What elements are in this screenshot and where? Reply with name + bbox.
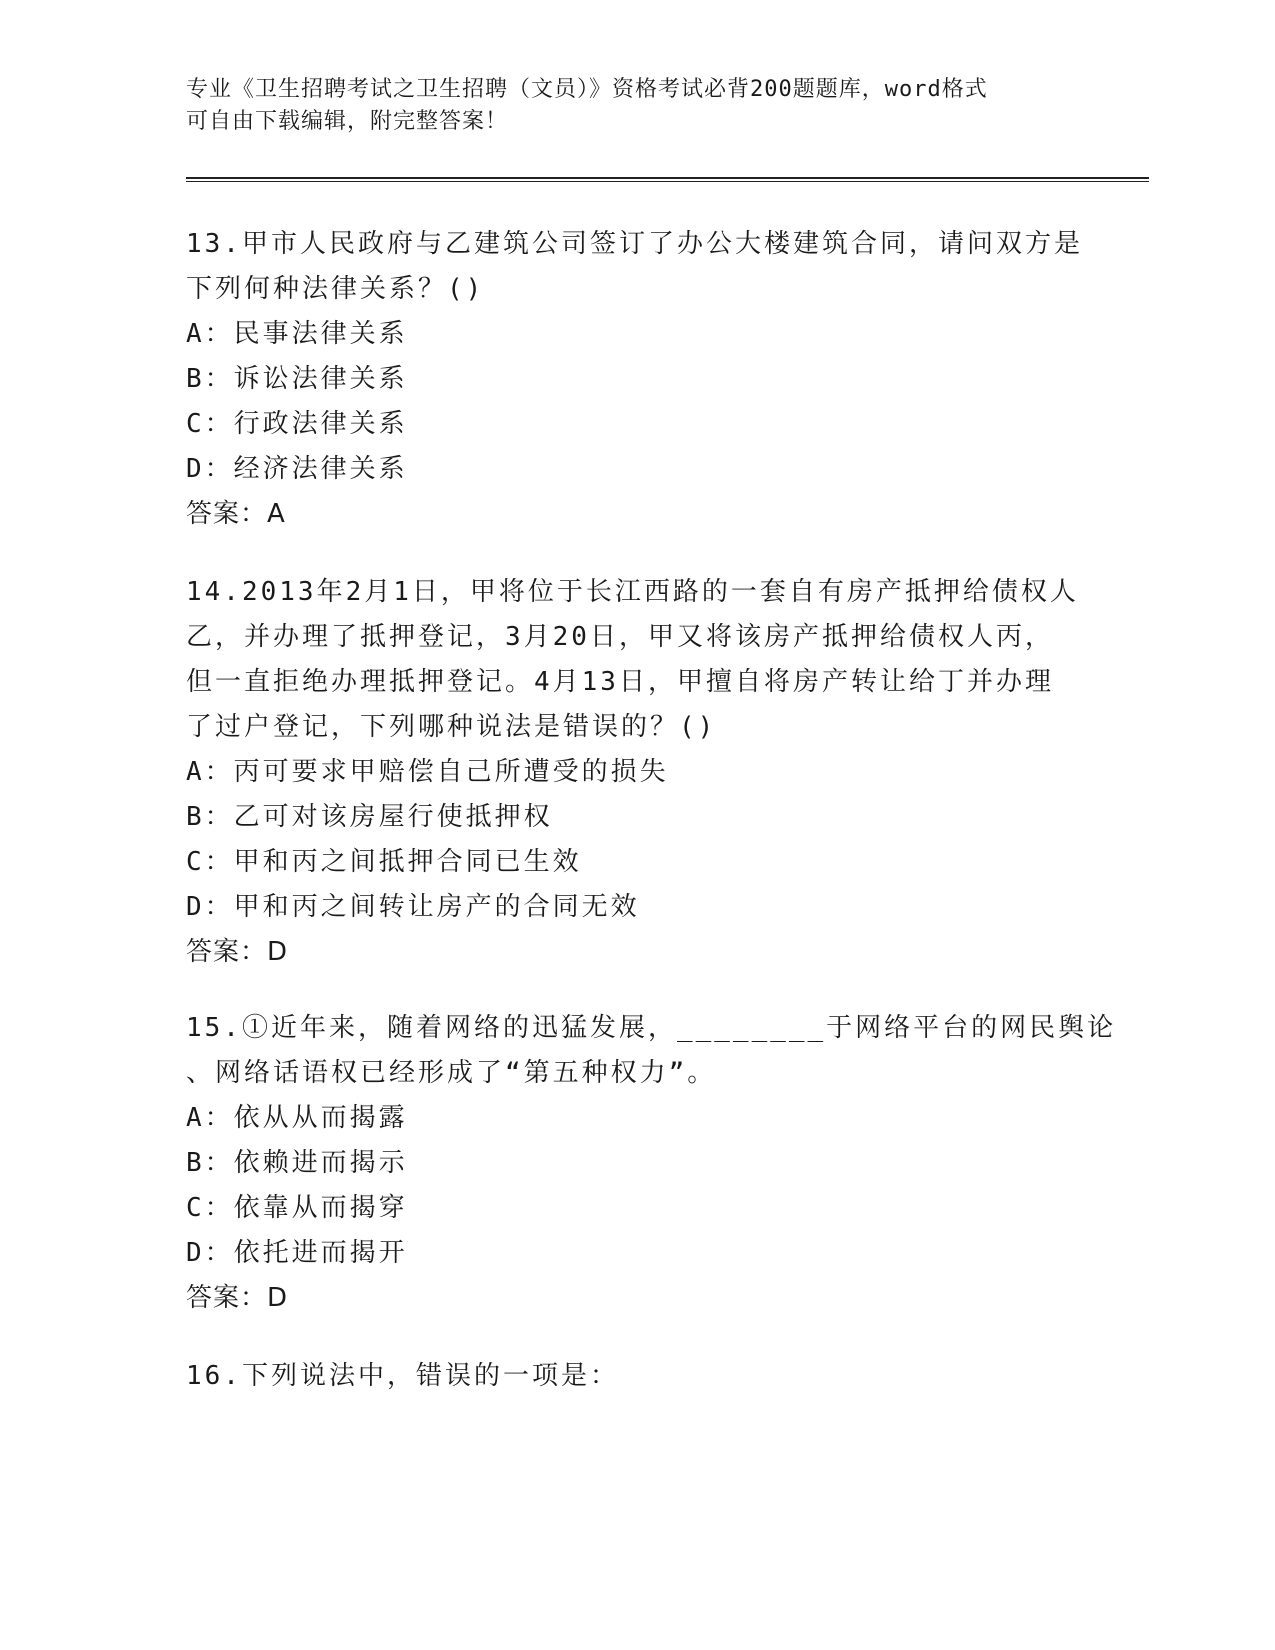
question-text: 了过户登记，下列哪种说法是错误的？() — [186, 712, 717, 742]
option-c: C：甲和丙之间抵押合同已生效 — [186, 847, 582, 877]
question-text: 13.甲市人民政府与乙建筑公司签订了办公大楼建筑合同，请问双方是 — [186, 229, 1083, 259]
option-d: D：经济法律关系 — [186, 454, 408, 484]
question-15 — [186, 1006, 1117, 1321]
header-divider — [186, 177, 1149, 179]
question-14 — [186, 570, 1086, 975]
option-b: B：乙可对该房屋行使抵押权 — [186, 802, 553, 832]
header-line: 专业《卫生招聘考试之卫生招聘（文员）》资格考试必背200题题库，word格式 — [186, 77, 988, 102]
option-c: C：行政法律关系 — [186, 409, 408, 439]
answer: 答案：D — [186, 1283, 289, 1313]
option-a: A：丙可要求甲赔偿自己所遭受的损失 — [186, 757, 669, 787]
question-text: 乙，并办理了抵押登记，3月20日，甲又将该房产抵押给债权人丙， — [186, 622, 1054, 652]
option-a: A：依从从而揭露 — [186, 1103, 408, 1133]
answer: 答案：D — [186, 937, 289, 967]
question-16 — [186, 1354, 1086, 1399]
option-d: D：甲和丙之间转让房产的合同无效 — [186, 892, 640, 922]
question-text: 、网络话语权已经形成了“第五种权力”。 — [186, 1058, 717, 1088]
option-b: B：依赖进而揭示 — [186, 1148, 408, 1178]
header-divider-thin — [186, 181, 1149, 182]
question-text: 16.下列说法中，错误的一项是： — [186, 1361, 619, 1391]
answer: 答案：A — [186, 499, 286, 529]
header-line: 可自由下载编辑，附完整答案！ — [186, 109, 509, 134]
question-13 — [186, 222, 1086, 537]
question-text: 15.①近年来，随着网络的迅猛发展，________于网络平台的网民舆论 — [186, 1013, 1117, 1043]
question-text: 但一直拒绝办理抵押登记。4月13日，甲擅自将房产转让给丁并办理 — [186, 667, 1054, 697]
option-c: C：依靠从而揭穿 — [186, 1193, 408, 1223]
option-d: D：依托进而揭开 — [186, 1238, 408, 1268]
question-text: 14.2013年2月1日，甲将位于长江西路的一套自有房产抵押给债权人 — [186, 577, 1079, 607]
option-b: B：诉讼法律关系 — [186, 364, 408, 394]
question-text: 下列何种法律关系？() — [186, 274, 485, 304]
option-a: A：民事法律关系 — [186, 319, 408, 349]
document-header — [186, 74, 1066, 138]
